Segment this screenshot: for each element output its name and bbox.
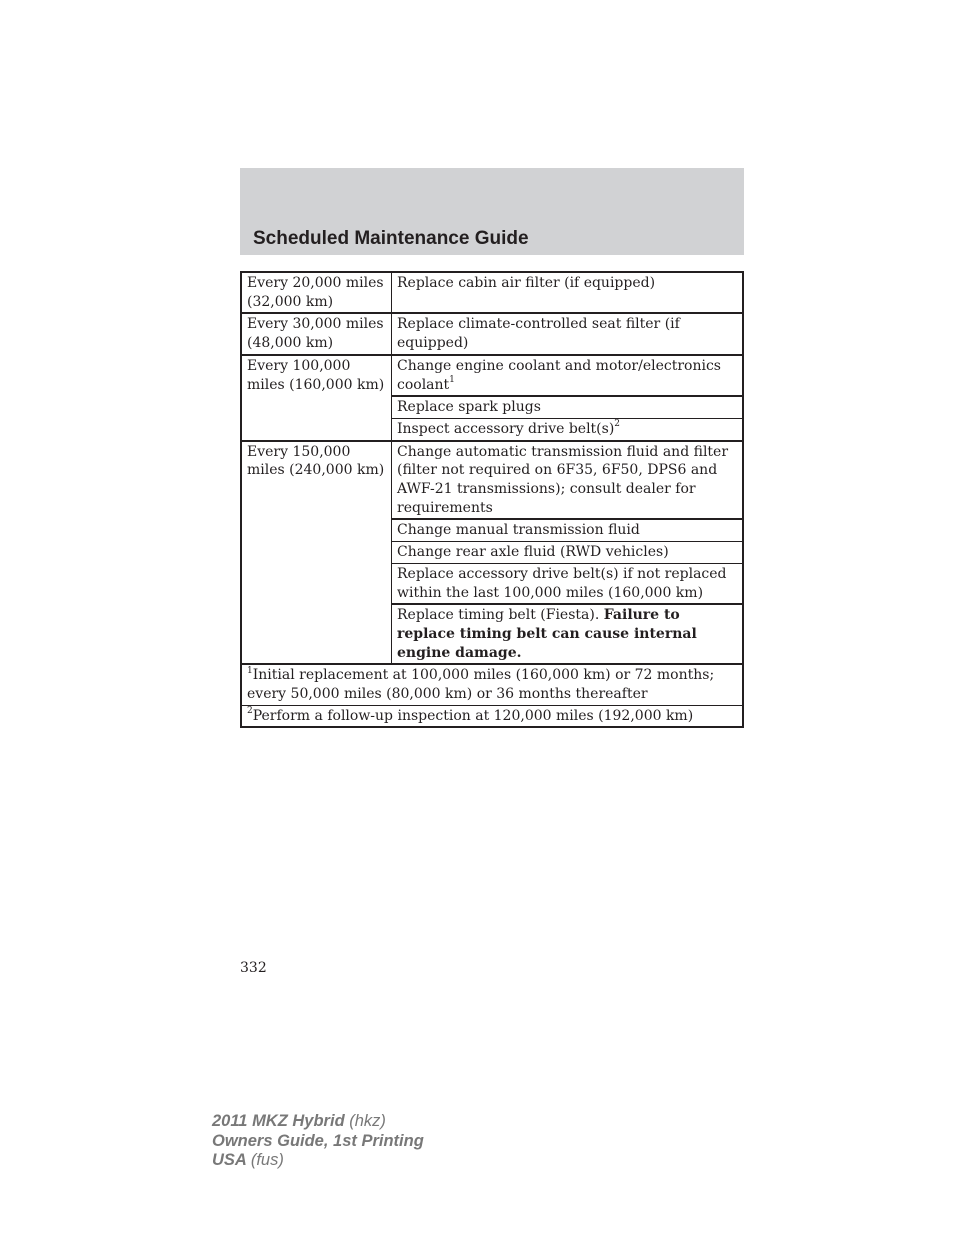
footer-line: [212, 1112, 424, 1132]
footer-model: 2011 MKZ Hybrid: [212, 1112, 345, 1130]
footer-region: USA: [212, 1151, 247, 1169]
footnote-marker: 2: [614, 419, 621, 430]
footnote-cell: [241, 664, 743, 705]
footer-region-code: (fus): [250, 1151, 284, 1169]
task-cell: Change rear axle fluid (RWD vehicles): [392, 542, 744, 564]
task-cell: Change automatic transmission fluid and filter (filter not required on 6F35, 6F50, DPS6 and AWF-21 transmissions); consult dealer for requirements: [392, 441, 744, 520]
maintenance-table: [240, 271, 744, 728]
document-footer: [212, 1112, 424, 1171]
task-cell: Replace accessory drive belt(s) if not replaced within the last 100,000 miles (160,000 km): [392, 563, 744, 604]
footnote-row: [241, 664, 743, 705]
task-cell: [392, 604, 744, 664]
task-cell: Replace climate-controlled seat filter (if equipped): [392, 313, 744, 354]
section-header-band: [240, 168, 744, 255]
task-cell: Change manual transmission fluid: [392, 519, 744, 541]
footnote-text: Initial replacement at 100,000 miles (160,000 km) or 72 months; every 50,000 miles (80,000 km) or 36 months thereafter: [247, 667, 715, 703]
interval-cell: Every 30,000 miles (48,000 km): [241, 313, 392, 354]
table-row: [241, 272, 743, 313]
task-cell: [392, 418, 744, 440]
interval-cell: Every 100,000 miles (160,000 km): [241, 355, 392, 441]
task-cell: Replace spark plugs: [392, 396, 744, 418]
section-title: Scheduled Maintenance Guide: [253, 228, 529, 249]
interval-cell: Every 150,000 miles (240,000 km): [241, 441, 392, 665]
task-cell: [392, 355, 744, 396]
warning-text: Failure to replace timing belt can cause internal engine damage.: [397, 607, 697, 661]
footnote-marker: 2: [247, 706, 253, 717]
table-row: [241, 355, 743, 396]
page-number: 332: [240, 960, 267, 976]
task-text: Replace timing belt (Fiesta).: [397, 607, 600, 624]
footnote-marker: 1: [449, 374, 455, 385]
task-cell: Replace cabin air filter (if equipped): [392, 272, 744, 313]
footer-line: Owners Guide, 1st Printing: [212, 1131, 424, 1150]
table-row: [241, 313, 743, 354]
interval-cell: Every 20,000 miles (32,000 km): [241, 272, 392, 313]
task-text: Change engine coolant and motor/electronics coolant: [397, 357, 721, 393]
footnote-marker: 1: [247, 665, 253, 676]
footnote-row: [241, 705, 743, 727]
footnote-text: Perform a follow-up inspection at 120,000 miles (192,000 km): [252, 707, 694, 724]
footnote-cell: [241, 705, 743, 727]
task-text: Inspect accessory drive belt(s): [397, 420, 615, 437]
footer-line: [212, 1151, 424, 1171]
footer-model-code: (hkz): [349, 1112, 386, 1130]
table-row: [241, 441, 743, 520]
